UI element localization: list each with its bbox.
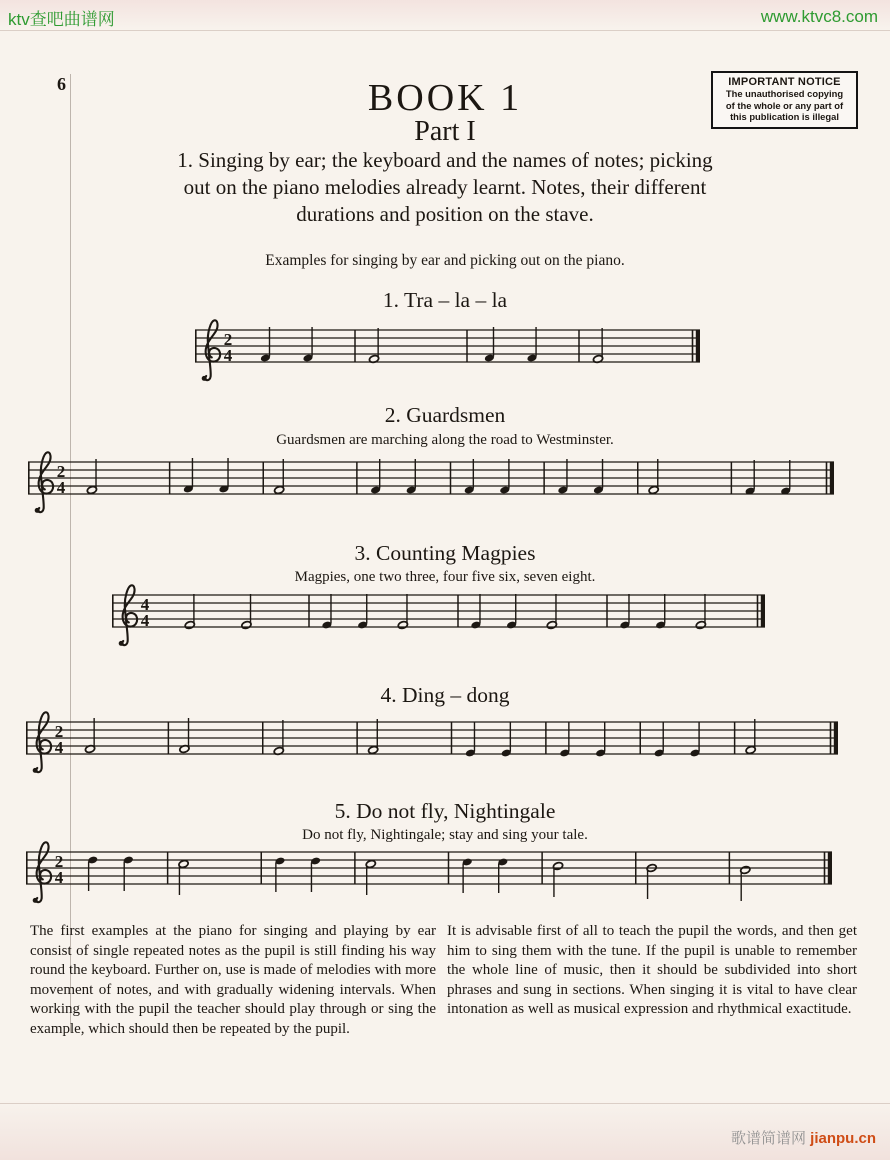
staff-exercise-3 [112,567,765,655]
staff-exercise-4 [26,694,838,782]
heading-line: 1. Singing by ear; the keyboard and the names of notes; picking [177,148,713,172]
watermark-top-right: www.ktvc8.com [760,7,878,26]
svg-text:4: 4 [140,610,150,630]
staff-exercise-1 [195,302,700,390]
page-bottom-edge [0,1103,890,1104]
notice-title: IMPORTANT NOTICE [728,76,841,88]
exercise-2-title: 2. Guardsmen [384,403,506,427]
page-number: 6 [57,74,66,94]
exercise-1-title: 1. Tra – la – la [382,288,508,312]
book-title: BOOK 1 [367,77,523,119]
watermark-site-name: 歌谱简谱网 [730,1130,806,1147]
footer-paragraph-left: The first examples at the piano for singing and playing by ear consist of single repeated notes as the pupil is still finding his way round the keyboard. Further on, use is made of melodies with more movement of notes, and with gradually widening intervals. When working with the pupil the teacher should play through or sing the example, which should then be repeated by the pupil. [30,923,436,1037]
staff-exercise-5 [26,824,832,912]
staff-exercise-2 [28,434,834,522]
svg-text:4: 4 [54,737,64,757]
exercise-3-title: 3. Counting Magpies [354,541,536,565]
watermark-bottom-right [731,1127,876,1148]
svg-text:4: 4 [56,477,66,497]
footer-paragraph-right: It is advisable first of all to teach the pupil the words, and then get him to sing them with the tune. If the pupil is unable to remember the whole line of music, then it should be subdivided into short phrases and sung in sections. When singing it is vital to have clear intonation as well as musical expression and rhythmical exactitude. [447,923,857,1017]
svg-text:2: 2 [223,329,233,349]
heading-line: durations and position on the stave. [296,202,594,226]
section-heading [65,147,825,228]
svg-text:4: 4 [223,345,233,365]
exercise-2-subtitle: Guardsmen are marching along the road to Westminster. [276,432,614,448]
svg-text:2: 2 [56,461,66,481]
svg-text:2: 2 [54,721,64,741]
examples-caption: Examples for singing by ear and picking out on the piano. [265,252,625,269]
svg-text:4: 4 [54,867,64,887]
notice-line: of the whole or any part of [725,99,844,111]
svg-text:4: 4 [140,594,150,614]
part-title: Part I [414,116,476,147]
exercise-3-subtitle: Magpies, one two three, four five six, seven eight. [294,569,596,585]
exercise-5-subtitle: Do not fly, Nightingale; stay and sing your tale. [302,827,588,843]
notice-line: this publication is illegal [730,111,839,122]
exercise-4-title: 4. Ding – dong [380,683,510,707]
watermark-top-left: ktv查吧曲谱网 [8,10,115,29]
page-top-edge [0,30,890,31]
heading-line: out on the piano melodies already learnt. Notes, their different [183,175,707,199]
notice-line: The unauthorised copying [725,88,844,99]
svg-text:2: 2 [54,851,64,871]
watermark-site-url: jianpu.cn [810,1130,876,1147]
exercise-5-title: 5. Do not fly, Nightingale [334,799,556,823]
